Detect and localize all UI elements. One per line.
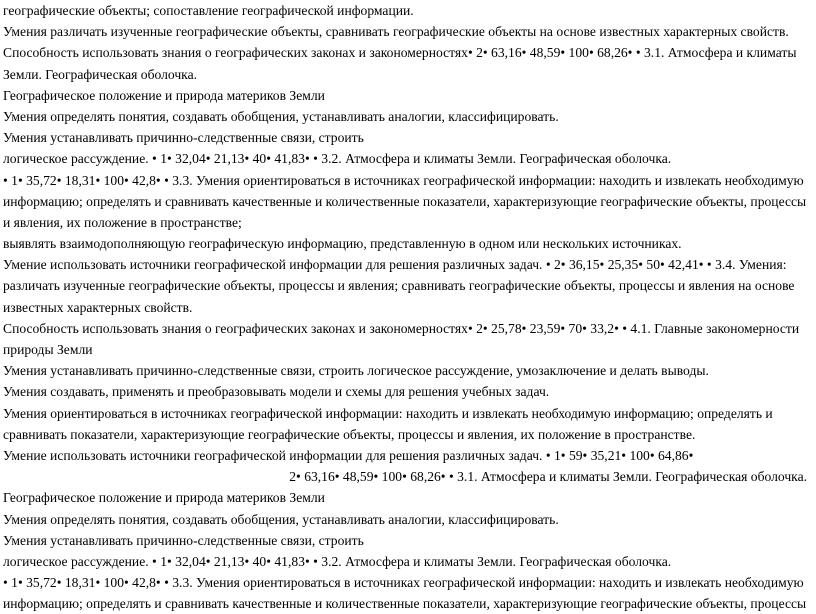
text-line: и явления, их положение в пространстве; <box>3 214 242 230</box>
text-line: 2• 63,16• 48,59• 100• 68,26• • 3.1. Атмосфера и климаты Земли. Географическая оболочка. <box>289 469 807 485</box>
text-line: Умения устанавливать причинно-следственные связи, строить <box>3 130 364 146</box>
text-line: Географическое положение и природа материков Земли <box>3 87 325 103</box>
text-line: природы Земли <box>3 342 93 357</box>
text-line: различать изученные географические объекты, процессы и явления; сравнивать географические объекты, процессы и явления на основе <box>3 278 795 294</box>
text-line: информацию; определять и сравнивать качественные и количественные показатели, характеризующие географические объекты, процессы <box>3 596 807 612</box>
text-line: сравнивать показатели, характеризующие географические объекты, процессы и явления, их положение в пространстве. <box>3 426 696 442</box>
text-line: известных характерных свойств. <box>3 299 193 315</box>
text-line: Умения определять понятия, создавать обобщения, устанавливать аналогии, классифицировать. <box>3 511 559 527</box>
text-line: Умение использовать источники географической информации для решения различных задач. • 1• 59• 35,21• 100• 64,86• <box>3 447 694 463</box>
text-line: Способность использовать знания о географических законах и закономерностях• 2• 25,78• 23,59• 70• 33,2• • 4.1. Главные закономерности <box>3 320 800 336</box>
text-line: Умения ориентироваться в источниках географической информации: находить и извлекать необходимую информацию; определять и <box>3 405 773 421</box>
text-line: Умения устанавливать причинно-следственные связи, строить <box>3 532 364 548</box>
text-line: Географическое положение и природа материков Земли <box>3 490 325 506</box>
text-line: Земли. Географическая оболочка. <box>3 66 197 82</box>
text-line: • 1• 35,72• 18,31• 100• 42,8• • 3.3. Умения ориентироваться в источниках географической информации: находить и извлекать необходимую <box>3 575 804 591</box>
text-line: информацию; определять и сравнивать качественные и количественные показатели, характеризующие географические объекты, процессы <box>3 193 807 209</box>
text-line: логическое рассуждение. • 1• 32,04• 21,13• 40• 41,83• • 3.2. Атмосфера и климаты Земли. Географическая оболочка. <box>3 151 672 167</box>
text-line: Умения определять понятия, создавать обобщения, устанавливать аналогии, классифицировать. <box>3 108 559 124</box>
text-line: Умение использовать источники географической информации для решения различных задач. • 2• 36,15• 25,35• 50• 42,41• • 3.4. Умения: <box>3 257 787 273</box>
text-line: Умения создавать, применять и преобразовывать модели и схемы для решения учебных задач. <box>3 384 550 400</box>
text-line: выявлять взаимодополняющую географическую информацию, представленную в одном или нескольких источниках. <box>3 236 682 252</box>
text-line: логическое рассуждение. • 1• 32,04• 21,13• 40• 41,83• • 3.2. Атмосфера и климаты Земли. Географическая оболочка. <box>3 553 672 569</box>
text-line: Способность использовать знания о географических законах и закономерностях• 2• 63,16• 48,59• 100• 68,26• • 3.1. Атмосфера и климаты <box>3 45 797 61</box>
text-line: географические объекты; сопоставление географической информации. <box>3 3 414 18</box>
text-line: Умения различать изученные географические объекты, сравнивать географические объекты на основе известных характерных свойств. <box>3 24 789 40</box>
text-line: • 1• 35,72• 18,31• 100• 42,8• • 3.3. Умения ориентироваться в источниках географической информации: находить и извлекать необходимую <box>3 172 804 188</box>
text-line: Умения устанавливать причинно-следственные связи, строить логическое рассуждение, умозаключение и делать выводы. <box>3 363 709 379</box>
